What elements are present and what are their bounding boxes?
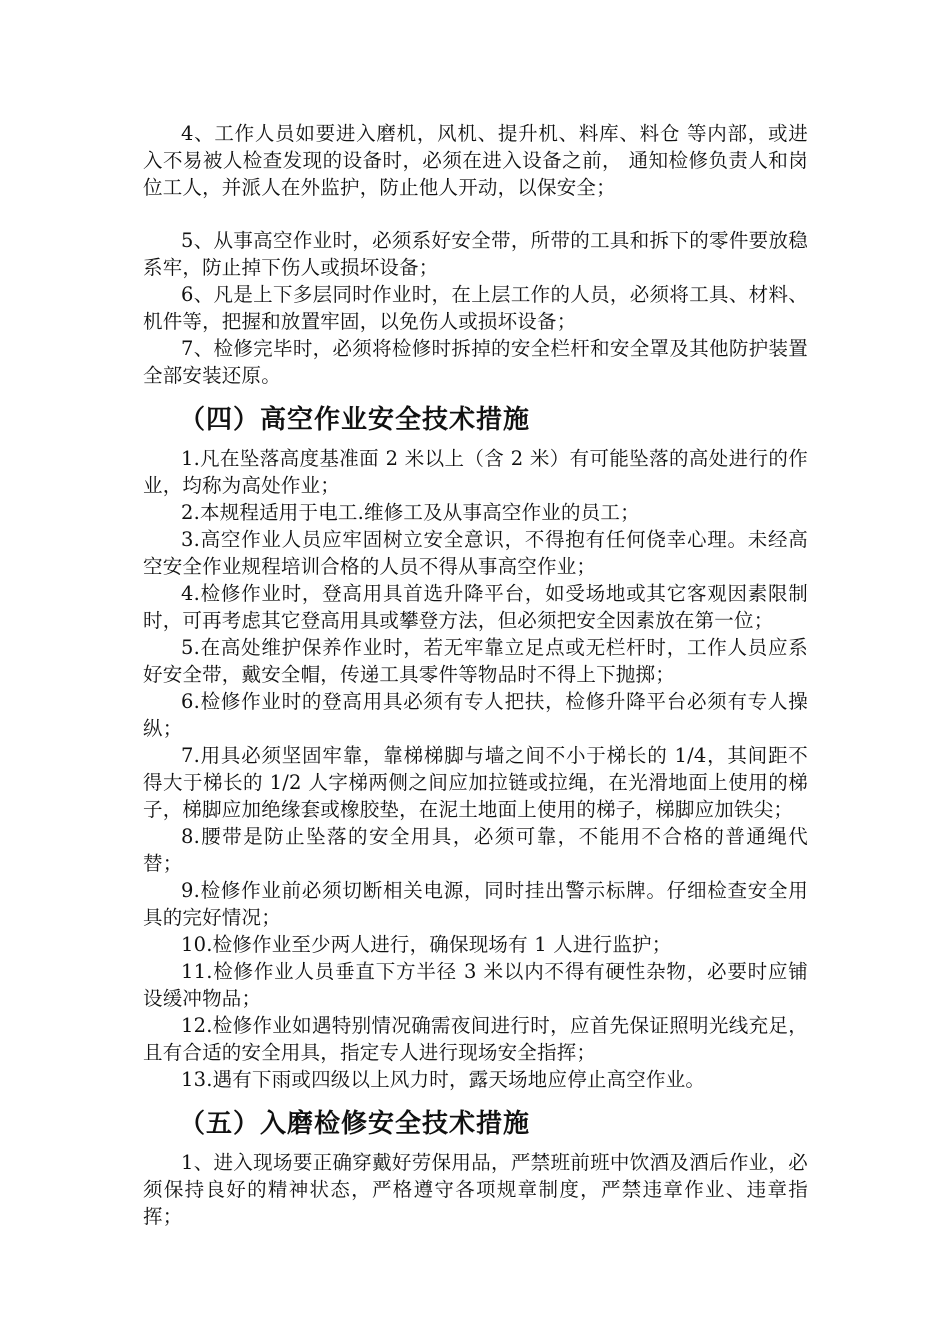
section4-item-1: 1.凡在坠落高度基准面 2 米以上（含 2 米）有可能坠落的高处进行的作业，均称为高处作业； (143, 447, 808, 497)
section4-item-9: 9.检修作业前必须切断相关电源，同时挂出警示标牌。仔细检查安全用具的完好情况； (143, 879, 808, 929)
section4-item-5: 5.在高处维护保养作业时，若无牢靠立足点或无栏杆时，工作人员应系好安全带，戴安全帽，传递工具零件等物品时不得上下抛掷； (143, 636, 808, 686)
section5-item-1: 1、进入现场要正确穿戴好劳保用品，严禁班前班中饮酒及酒后作业，必须保持良好的精神状态，严格遵守各项规章制度，严禁违章作业、违章指挥； (143, 1151, 808, 1228)
section4-item-12: 12.检修作业如遇特别情况确需夜间进行时，应首先保证照明光线充足，且有合适的安全用具，指定专人进行现场安全指挥； (143, 1014, 808, 1064)
section4-item-3: 3.高空作业人员应牢固树立安全意识，不得抱有任何侥幸心理。未经高空安全作业规程培训合格的人员不得从事高空作业； (143, 528, 808, 578)
section4-item-13: 13.遇有下雨或四级以上风力时，露天场地应停止高空作业。 (181, 1068, 706, 1091)
document-page (143, 120, 808, 1230)
paragraph-item-7: 7、检修完毕时，必须将检修时拆掉的安全栏杆和安全罩及其他防护装置全部安装还原。 (143, 337, 808, 387)
section4-item-10: 10.检修作业至少两人进行，确保现场有 1 人进行监护； (181, 933, 672, 956)
section4-item-2: 2.本规程适用于电工.维修工及从事高空作业的员工； (181, 501, 640, 524)
paragraph-item-6: 6、凡是上下多层同时作业时，在上层工作的人员，必须将工具、材料、机件等，把握和放置牢固，以免伤人或损坏设备； (143, 283, 808, 333)
section4-item-4: 4.检修作业时，登高用具首选升降平台，如受场地或其它客观因素限制时，可再考虑其它登高用具或攀登方法，但必须把安全因素放在第一位； (143, 582, 808, 632)
section-heading-4: （四）高空作业安全技术措施 (179, 405, 531, 435)
section4-item-7: 7.用具必须坚固牢靠，靠梯梯脚与墙之间不小于梯长的 1/4，其间距不得大于梯长的 1/2 人字梯两侧之间应加拉链或拉绳，在光滑地面上使用的梯子，梯脚应加绝缘套或橡胶垫，在泥土地面上使用的梯子，梯脚应加铁尖； (143, 744, 808, 821)
paragraph-item-4: 4、工作人员如要进入磨机，风机、提升机、料库、料仓 等内部，或进入不易被人检查发现的设备时，必须在进入设备之前， 通知检修负责人和岗位工人，并派人在外监护，防止他人开动，以保安全； (143, 122, 808, 199)
section4-item-6: 6.检修作业时的登高用具必须有专人把扶，检修升降平台必须有专人操纵； (143, 690, 808, 740)
section-heading-5: （五）入磨检修安全技术措施 (179, 1109, 531, 1139)
section4-item-11: 11.检修作业人员垂直下方半径 3 米以内不得有硬性杂物，必要时应铺设缓冲物品； (143, 960, 808, 1010)
section4-item-8: 8.腰带是防止坠落的安全用具，必须可靠，不能用不合格的普通绳代替； (143, 825, 808, 875)
paragraph-item-5: 5、从事高空作业时，必须系好安全带，所带的工具和拆下的零件要放稳系牢，防止掉下伤人或损坏设备； (143, 229, 808, 279)
